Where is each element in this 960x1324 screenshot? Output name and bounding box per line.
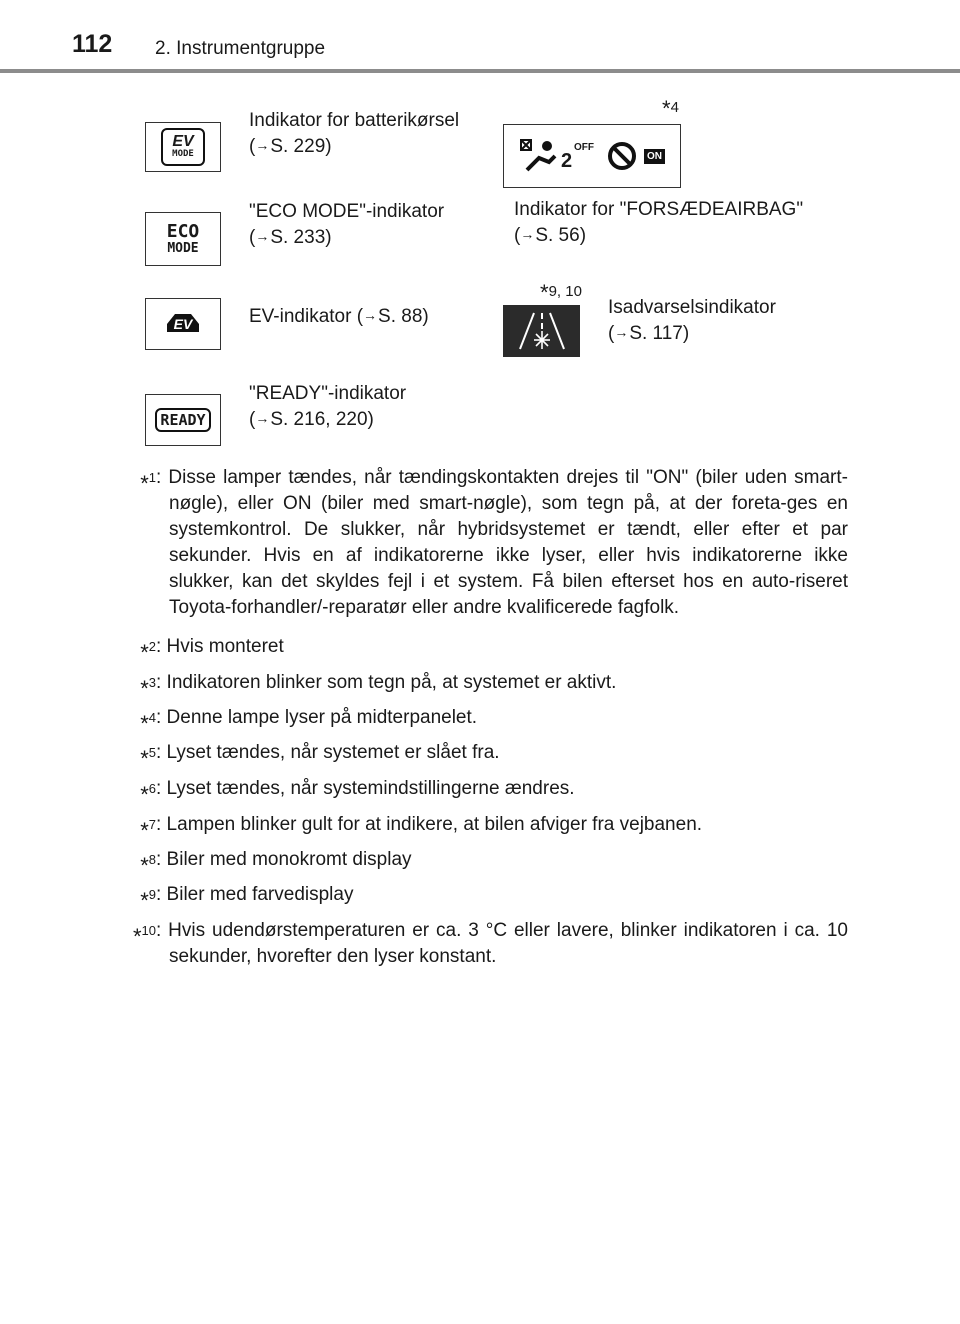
footnote-7 [100,812,848,843]
footnote-mark: *$^2$ [140,639,156,665]
road-snowflake-icon [512,309,572,353]
ev-indicator-label: EV [173,316,193,332]
airbag-description [514,197,803,248]
eco-mode-line1: "ECO MODE"-indikator [249,201,445,222]
footnote-text: : Biler med monokromt display [156,849,412,870]
ev-mode-description [249,108,459,159]
footnote-mark: *$^{10}$ [132,923,156,949]
ice-description [608,295,776,346]
footnote-mark: *$^9$ [140,887,156,913]
ready-description [249,381,406,432]
footnote-text: : Denne lampe lyser på midterpanelet. [156,707,478,728]
footnote-text: : Lyset tændes, når systemindstillingerne ændres. [156,778,575,799]
arrow-icon: → [363,307,378,323]
footnote-text: : Indikatoren blinker som tegn på, at systemet er aktivt. [156,672,617,693]
footnote-text: : Lyset tændes, når systemet er slået fra. [156,742,500,763]
arrow-icon: → [255,137,270,153]
footnote-text: : Biler med farvedisplay [156,884,354,905]
section-title: 2. Instrumentgruppe [155,38,326,59]
footnote-text: : Lampen blinker gult for at indikere, at bilen afviger fra vejbanen. [156,814,703,835]
footnote-8 [100,847,848,878]
arrow-icon: → [255,410,270,426]
airbag-footnote-number: 4 [670,99,679,116]
footnote-5 [100,740,848,771]
ice-footnote-mark [540,280,582,306]
eco-mode-icon-eco: ECO [166,220,200,242]
arrow-icon: → [255,228,270,244]
ready-icon-label: READY [155,408,210,432]
airbag-seat-number: 2 [561,150,573,172]
ev-indicator-ref[interactable]: S. 88) [378,306,429,327]
ready-line1: "READY"-indikator [249,383,407,404]
airbag-indicator-icon [503,124,681,188]
eco-mode-description [249,199,444,250]
footnote-9 [100,882,848,913]
eco-mode-icon [145,212,221,266]
footnote-mark: *$^8$ [140,852,156,878]
asterisk-icon: * [540,280,549,305]
footnote-mark: *$^3$ [140,675,156,701]
footnote-6 [100,776,848,807]
ready-ref[interactable]: S. 216, 220) [270,409,374,430]
paren: ( [608,323,615,344]
airbag-line1: Indikator for "FORSÆDEAIRBAG" [514,199,804,220]
ev-mode-line1: Indikator for batterikørsel [249,110,460,131]
ev-indicator-icon [145,298,221,350]
ev-mode-icon [145,122,221,172]
ev-indicator-line1: EV-indikator ( [249,306,364,327]
paren: ( [249,409,256,430]
footnote-2 [100,634,848,665]
footnote-mark: *$^4$ [140,710,156,736]
footnote-mark: *$^1$ [140,470,156,496]
ice-warning-icon [503,305,580,357]
airbag-prohibited-icon [603,141,641,171]
ev-mode-ref[interactable]: S. 229) [270,136,332,157]
footnote-text: : Hvis udendørstemperaturen er ca. 3 °C eller lavere, blinker indikatoren i ca. 10 sekunder, hvorefter den lyser konstant. [156,920,848,967]
header-rule [0,69,960,73]
airbag-footnote-mark [662,96,679,122]
ev-mode-icon-mode: MODE [172,149,194,159]
arrow-icon: → [614,324,629,340]
footnote-text: : Disse lamper tændes, når tændingskontakten drejes til "ON" (biler uden smart-nøgle), eller ON (biler med smart-nøgle), som tegn på, at der foreta-ges en systemkontrol. De slukker, når hybridsystemet er tændt, eller efter et par sekunder. Hvis en af indikatorerne ikke lyser, eller hvis indikatorerne ikke slukker, kan det skyldes fejl i et system. Få bilen efterset hos en auto-riseret Toyota-forhandler/-reparatør eller andre kvalificerede fagfolk. [156,467,848,618]
arrow-icon: → [520,226,535,242]
asterisk-icon: * [662,96,671,121]
ev-mode-icon-ev: EV [172,133,194,150]
footnote-mark: *$^7$ [140,817,156,843]
paren: ( [249,227,256,248]
airbag-ref[interactable]: S. 56) [535,225,587,246]
eco-mode-ref[interactable]: S. 233) [270,227,332,248]
footnote-mark: *$^5$ [140,745,156,771]
page-number: 112 [72,30,113,58]
footnote-mark: *$^6$ [140,781,156,807]
paren: ( [514,225,521,246]
airbag-on-label: ON [644,149,665,164]
footnote-4 [100,705,848,736]
paren: ( [249,136,256,157]
footnote-3 [100,670,848,701]
ice-ref[interactable]: S. 117) [629,323,690,344]
ice-line1: Isadvarselsindikator [608,297,776,318]
footnote-text: : Hvis monteret [156,636,284,657]
ev-indicator-description [249,303,429,329]
footnote-1 [100,465,848,621]
ready-icon [145,394,221,446]
footnote-10 [100,918,848,970]
eco-mode-icon-mode: MODE [167,240,199,256]
ice-footnote-number: 9, 10 [548,283,582,300]
airbag-off-label: OFF [574,142,594,153]
